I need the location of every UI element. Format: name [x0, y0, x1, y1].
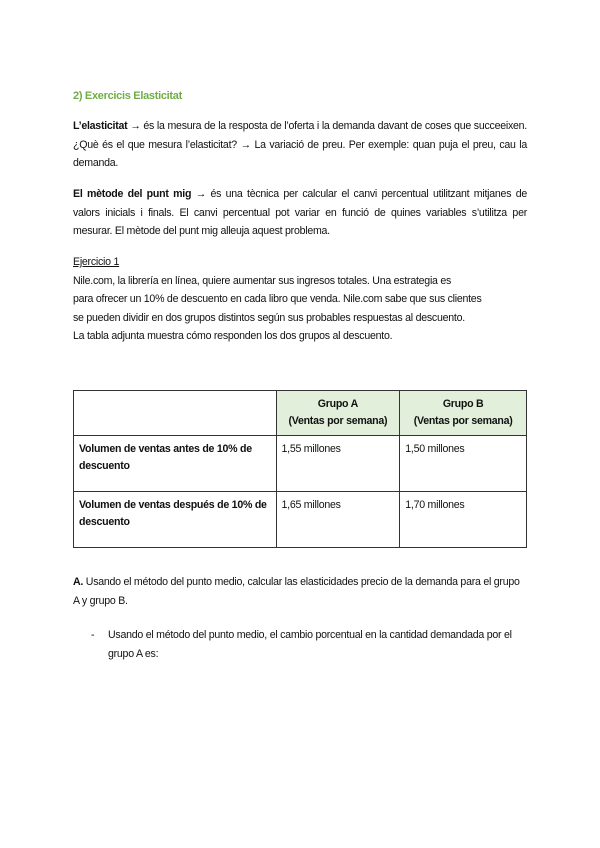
bullet-dash: - [91, 629, 95, 641]
header-sub: (Ventas por semana) [413, 415, 513, 427]
cell-group-a: 1,55 millones [276, 436, 400, 492]
table-row [74, 492, 527, 548]
question-text: Usando el método del punto medio, calcular las elasticidades precio de la demanda para el grupo A y grupo B. [73, 576, 520, 607]
exercise-block [73, 253, 527, 346]
cell-group-b: 1,50 millones [400, 436, 527, 492]
midpoint-paragraph [73, 185, 527, 241]
exercise-line: La tabla adjunta muestra cómo responden los dos grupos al descuento. [73, 330, 393, 342]
header-group-b [400, 391, 527, 436]
header-title: Grupo A [317, 398, 358, 410]
cell-group-a: 1,65 millones [276, 492, 400, 548]
header-group-a [276, 391, 400, 436]
question-marker: A. [73, 576, 84, 588]
cell-group-b: 1,70 millones [400, 492, 527, 548]
question-a [73, 573, 527, 610]
exercise-line: se pueden dividir en dos grupos distintos según sus probables respuestas al descuento. [73, 311, 465, 324]
header-sub: (Ventas por semana) [288, 415, 388, 427]
exercise-line: para ofrecer un 10% de descuento en cada libro que venda. Nile.com sabe que sus clientes [73, 293, 482, 305]
definition: → és la mesura de la resposta de l’oferta i la demanda davant de coses que succeeixen. ¿Què és el que mesura l’elasticitat? → La variació de preu. Per exemple: quan puja el preu, cau la demanda. [73, 120, 527, 169]
exercise-title: Ejercicio 1 [73, 256, 120, 268]
exercise-line: Nile.com, la librería en línea, quiere aumentar sus ingresos totales. Una estrategia es [73, 274, 452, 287]
section-heading: 2) Exercicis Elasticitat [73, 90, 182, 102]
header-title: Grupo B [442, 398, 484, 410]
term: El mètode del punt mig [73, 188, 192, 200]
header-empty-cell [74, 391, 277, 436]
row-label: Volumen de ventas antes de 10% de descuento [74, 436, 277, 492]
definition: → és una tècnica per calcular el canvi percentual utilitzant mitjanes de valors inicials i finals. El canvi percentual pot variar en funció de quines variables s’utilitza per mesurar. El mètode del punt mig alleuja aquest problema. [73, 188, 527, 237]
sales-table [73, 390, 527, 548]
table-header-row [74, 391, 527, 436]
term: L’elasticitat [73, 120, 128, 132]
row-label: Volumen de ventas después de 10% de descuento [74, 492, 277, 548]
elasticity-paragraph [73, 117, 527, 173]
table-row [74, 436, 527, 492]
bullet-text: Usando el método del punto medio, el cambio porcentual en la cantidad demandada por el grupo A es: [108, 629, 512, 660]
